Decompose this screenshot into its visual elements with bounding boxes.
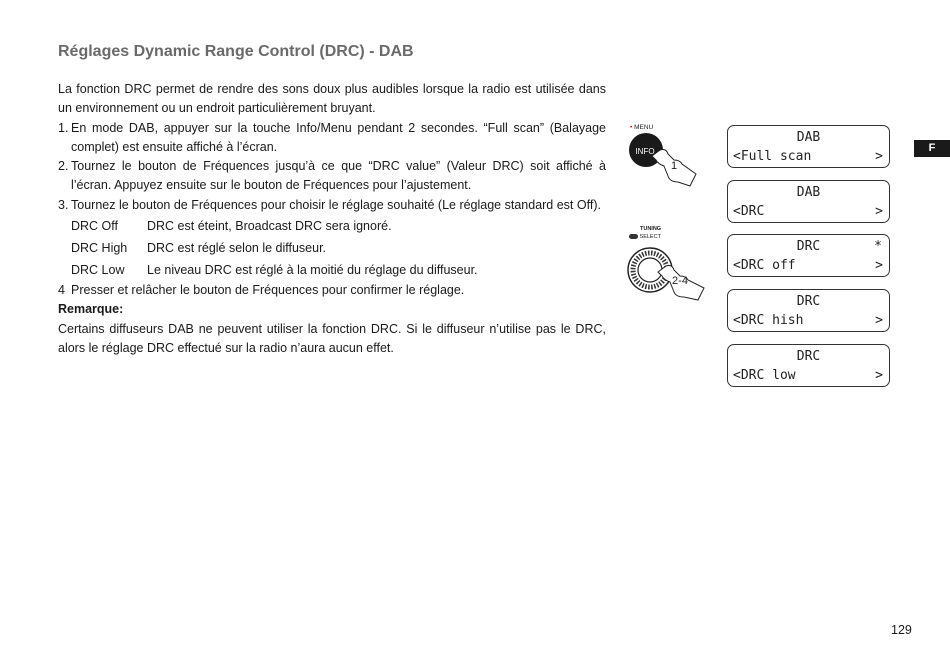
step-text: Presser et relâcher le bouton de Fréquences pour confirmer le réglage.: [71, 283, 465, 298]
lcd-line1: DAB: [796, 185, 821, 200]
info-button-illustration: [624, 130, 704, 190]
lcd-line2: <DRC off: [733, 258, 796, 273]
intro-paragraph: La fonction DRC permet de rendre des sons doux plus audibles lorsque la radio est utilisée dans un environnement ou un endroit particulièrement bruyant.: [58, 82, 606, 116]
step-number: 2.: [58, 159, 69, 174]
lcd-screen-drc-low: [727, 344, 890, 387]
step-1: [58, 119, 606, 158]
lcd-line1: DRC: [796, 349, 821, 364]
step-number: 4: [58, 283, 65, 298]
option-key: DRC Off: [71, 219, 118, 234]
lcd-arrow: >: [875, 149, 883, 164]
step-text: Tournez le bouton de Fréquences jusqu’à ce que “DRC value” (Valeur DRC) soit affiché à l’écran. Appuyez ensuite sur le bouton de Fréquences pour l’ajustement.: [71, 159, 606, 193]
lcd-arrow: >: [875, 204, 883, 219]
lcd-line1: DRC: [796, 294, 821, 309]
lcd-line2: <Full scan: [733, 149, 812, 164]
lcd-screen-drc: [727, 180, 890, 223]
step-4: [58, 281, 606, 300]
step-2: [58, 157, 606, 196]
info-label: INFO: [635, 147, 655, 156]
lcd-arrow: >: [875, 368, 883, 383]
lcd-screen-full-scan: [727, 125, 890, 168]
lcd-line1: DAB: [796, 130, 821, 145]
lcd-selected-marker: *: [874, 239, 882, 254]
menu-label: • MENU: [630, 124, 654, 131]
select-label: SELECT: [629, 234, 661, 240]
lcd-line2: <DRC: [733, 204, 765, 219]
option-key: DRC Low: [71, 263, 125, 278]
instructions: [58, 80, 606, 358]
option-description: DRC est réglé selon le diffuseur.: [147, 241, 327, 256]
language-tab: F: [914, 140, 950, 157]
step-text: Tournez le bouton de Fréquences pour choisir le réglage souhaité (Le réglage standard est Off).: [71, 197, 601, 212]
lcd-screen-drc-off: [727, 234, 890, 277]
option-description: DRC est éteint, Broadcast DRC sera ignoré.: [147, 219, 392, 234]
option-drc-low: [71, 259, 606, 281]
option-drc-off: [71, 215, 606, 237]
lcd-line2: <DRC low: [733, 368, 796, 383]
option-drc-high: [71, 237, 606, 259]
lcd-arrow: >: [875, 258, 883, 273]
note-text: Certains diffuseurs DAB ne peuvent utiliser la fonction DRC. Si le diffuseur n’utilise pas le DRC, alors le réglage DRC effectué sur la radio n’aura aucun effet.: [58, 321, 606, 355]
step-range-label: 2-4: [672, 275, 688, 287]
lcd-line1: DRC: [796, 239, 821, 254]
step-3: [58, 196, 606, 215]
option-description: Le niveau DRC est réglé à la moitié du réglage du diffuseur.: [147, 263, 478, 278]
tuning-label: TUNING: [640, 226, 662, 232]
page-title: Réglages Dynamic Range Control (DRC) - DAB: [58, 43, 414, 60]
lcd-line2: <DRC hish: [733, 313, 804, 328]
page-number: 129: [891, 623, 912, 637]
note-label: Remarque:: [58, 302, 124, 317]
option-key: DRC High: [71, 241, 128, 256]
step-number: 3.: [58, 197, 69, 212]
step-number: 1.: [58, 120, 69, 135]
tuning-knob-illustration: [624, 242, 710, 302]
lcd-screen-drc-high: [727, 289, 890, 332]
step-one-label: 1: [670, 160, 678, 172]
lcd-arrow: >: [875, 313, 883, 328]
step-text: En mode DAB, appuyer sur la touche Info/Menu pendant 2 secondes. “Full scan” (Balayage complet) est ensuite affiché à l’écran.: [71, 120, 606, 154]
